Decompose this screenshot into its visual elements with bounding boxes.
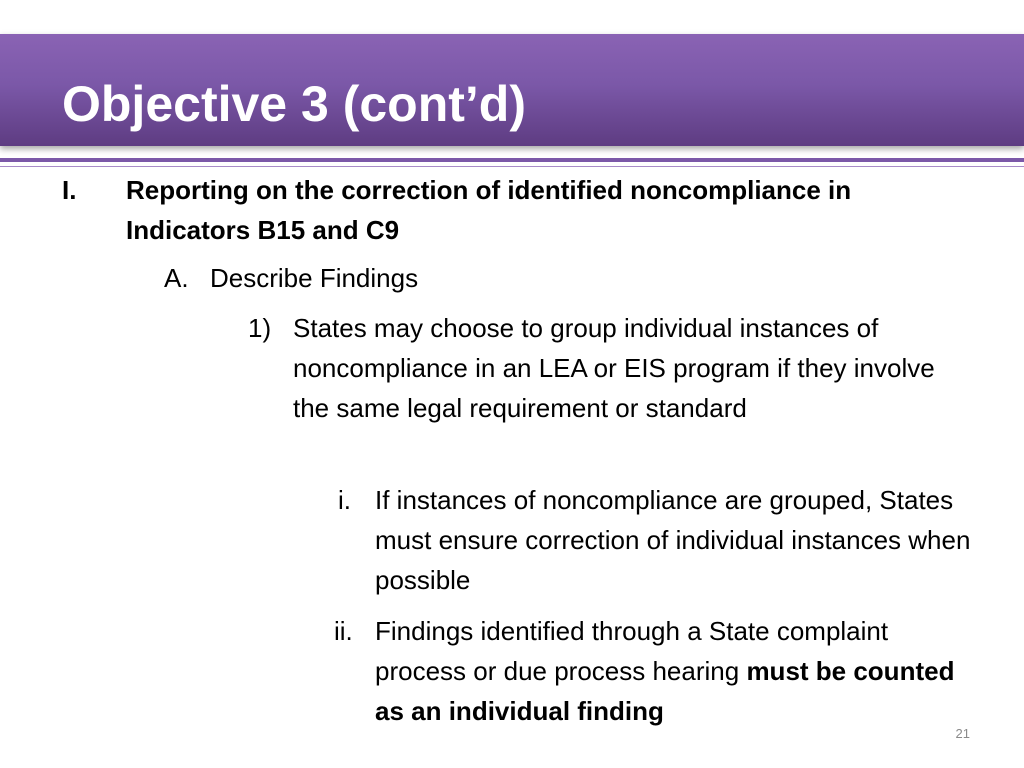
outline-item-level3	[248, 308, 968, 428]
outline-item-level2	[164, 258, 964, 298]
outline-text: States may choose to group individual instances of noncompliance in an LEA or EIS program if they involve the same legal requirement or standard	[293, 313, 935, 423]
title-bar	[0, 34, 1024, 146]
outline-text: Describe Findings	[210, 263, 419, 293]
outline-item-level4	[338, 480, 978, 600]
outline-item-level4	[334, 611, 974, 731]
title-divider-thin	[0, 166, 1024, 167]
outline-text-emphasis: must be counted as an individual finding	[375, 656, 955, 726]
outline-marker: ii.	[334, 616, 353, 646]
outline-item-level1	[62, 170, 962, 250]
outline-marker: 1)	[248, 313, 272, 343]
outline-marker: A.	[164, 263, 189, 293]
outline-marker: i.	[338, 485, 351, 515]
outline-text-regular: If instances of noncompliance are grouped, States must ensure correction of individual instances when possible	[375, 485, 971, 595]
outline-marker: I.	[62, 175, 77, 205]
slide-title: Objective 3 (cont’d)	[62, 76, 526, 132]
outline-text	[334, 611, 974, 731]
outline-text-regular: Findings identified through a State complaint process or due process hearing	[375, 616, 889, 686]
slide-number: 21	[955, 726, 970, 741]
title-divider-thick	[0, 158, 1024, 162]
outline-text: Reporting on the correction of identified noncompliance in Indicators B15 and C9	[126, 175, 852, 245]
outline-text	[338, 480, 978, 600]
